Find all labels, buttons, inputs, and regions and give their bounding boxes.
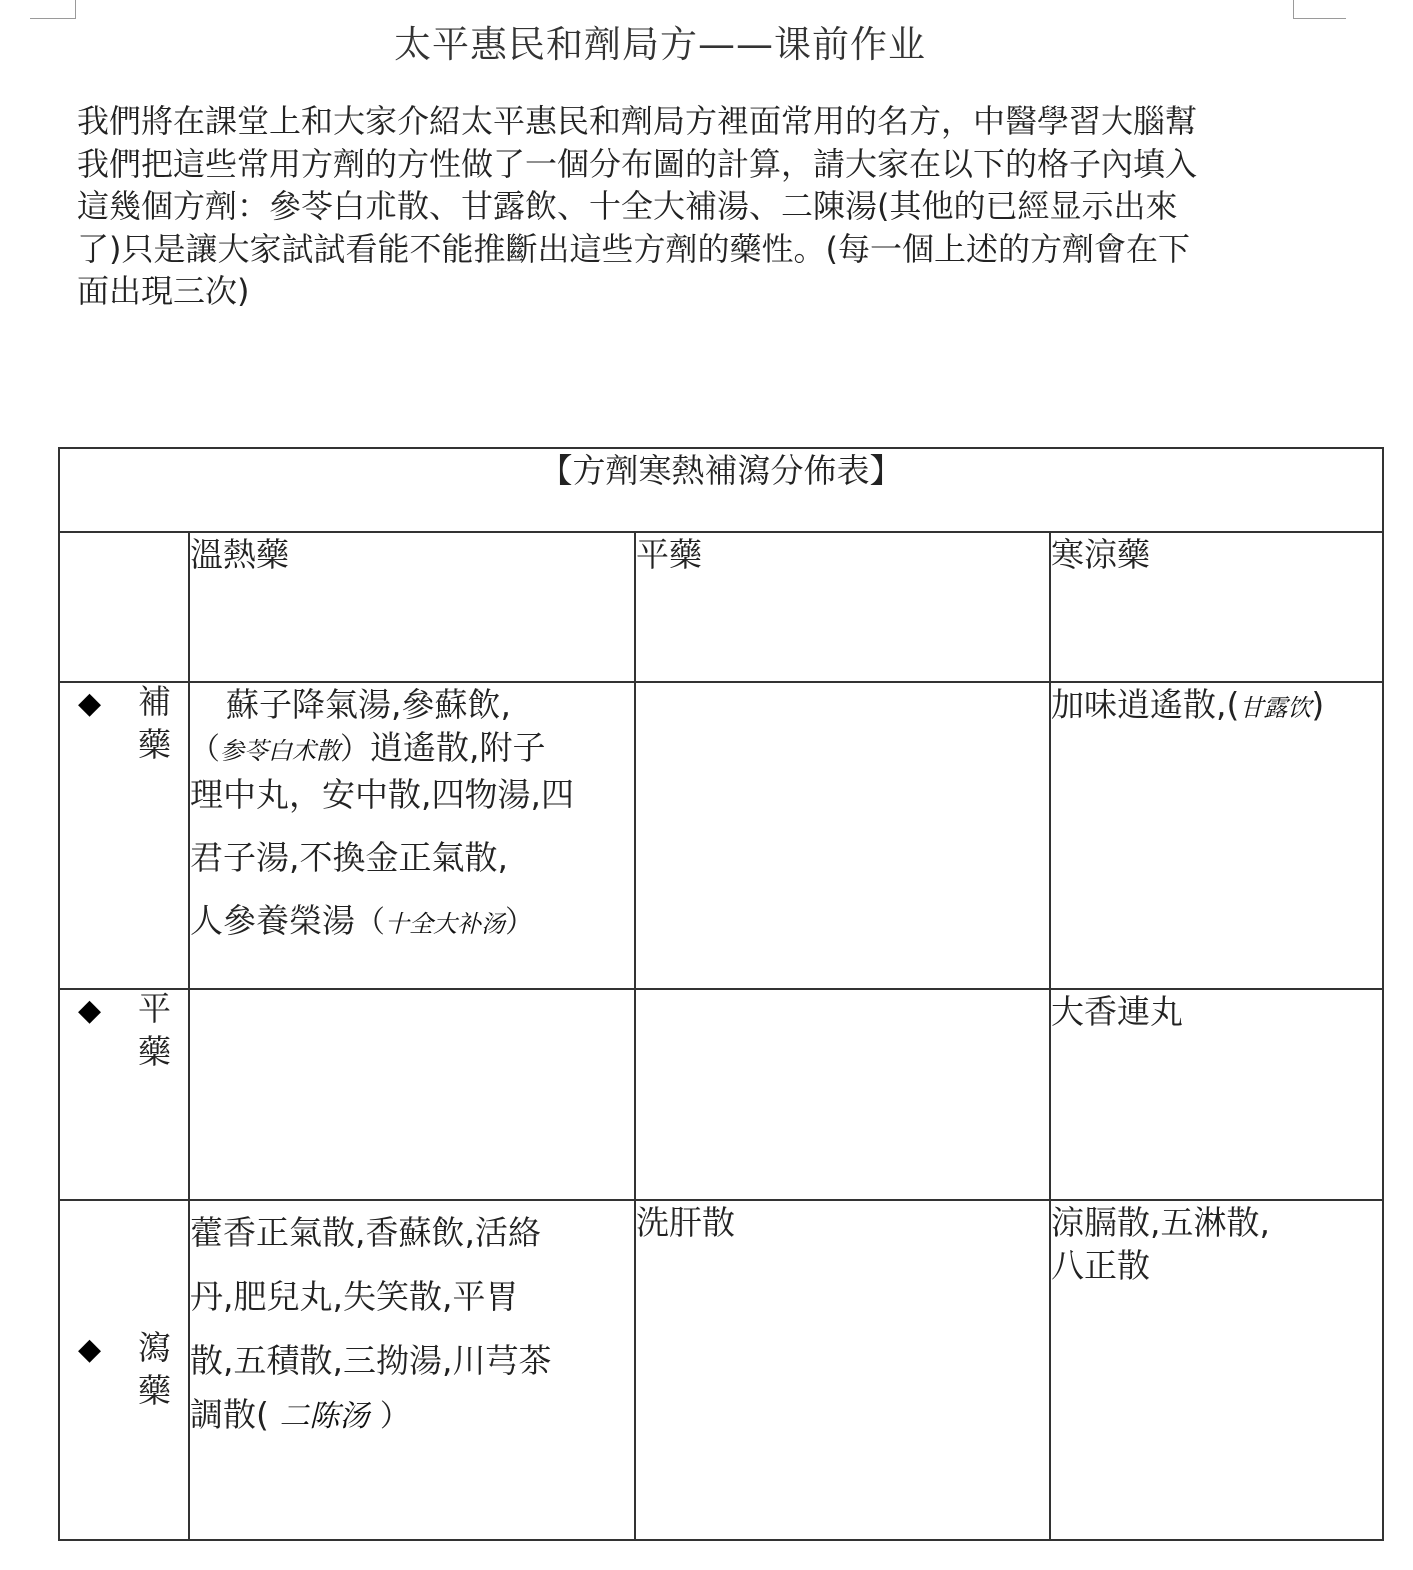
diamond-bullet-icon: ◆ <box>78 993 102 1028</box>
paren-open: ( <box>256 1395 269 1434</box>
row-label-tonify <box>59 682 189 989</box>
paren-open: ( <box>1226 685 1240 724</box>
document-title: 太平惠民和劑局方——课前作业 <box>394 23 926 66</box>
cell-text: 加味逍遙散, <box>1051 685 1227 724</box>
cell-line: 丹,肥兒丸,失笑散,平胃 <box>190 1277 519 1316</box>
cell-text: 大香連丸 <box>1051 992 1183 1031</box>
cell-text: 人參養榮湯 <box>190 901 355 940</box>
cell-tonify-cold[interactable] <box>1050 682 1383 989</box>
handwritten-answer: 十全大补汤 <box>385 910 505 938</box>
cell-tonify-warm[interactable] <box>189 682 635 989</box>
cell-line <box>190 899 634 946</box>
intro-line: 這幾個方劑：參苓白朮散、甘露飲、十全大補湯、二陳湯(其他的已經显示出來 <box>77 187 1178 225</box>
cell-line: 八正散 <box>1051 1246 1150 1285</box>
cell-neutral-neutral[interactable] <box>635 989 1050 1200</box>
cell-line <box>190 1393 634 1438</box>
cell-text: 逍遙散,附子 <box>370 728 546 767</box>
row-label-text: 平藥 <box>138 989 171 1071</box>
paren-close: ） <box>340 732 370 767</box>
cell-line: 理中丸，安中散,四物湯,四 <box>190 775 574 814</box>
diamond-bullet-icon: ◆ <box>78 1332 102 1367</box>
column-header-neutral: 平藥 <box>635 532 1050 682</box>
cell-neutral-warm[interactable] <box>189 989 635 1200</box>
column-header-cold: 寒涼藥 <box>1050 532 1383 682</box>
intro-line: 了)只是讓大家試試看能不能推斷出這些方劑的藥性。(每一個上述的方劑會在下 <box>77 229 1190 268</box>
handwritten-answer: 甘露饮 <box>1239 694 1312 722</box>
paren-close: ） <box>379 1399 410 1434</box>
intro-line: 我們把這些常用方劑的方性做了一個分布圖的計算，請大家在以下的格子內填入 <box>77 144 1198 183</box>
table-title: 【方劑寒熱補瀉分佈表】 <box>59 448 1383 532</box>
handwritten-answer: 参苓白术散 <box>220 737 340 765</box>
intro-paragraph <box>77 100 1295 313</box>
cell-line: 散,五積散,三拗湯,川芎茶 <box>190 1341 552 1380</box>
row-label-text: 補藥 <box>138 682 171 764</box>
cell-purge-neutral[interactable] <box>635 1200 1050 1540</box>
cell-line: 涼膈散,五淋散, <box>1051 1203 1270 1242</box>
intro-line: 我們將在課堂上和大家介紹太平惠民和劑局方裡面常用的名方，中醫學習大腦幫 <box>77 102 1198 140</box>
row-label-neutral <box>59 989 189 1200</box>
diamond-bullet-icon: ◆ <box>78 686 102 721</box>
corner-cell <box>59 532 189 682</box>
distribution-table <box>58 447 1384 1541</box>
paren-open: （ <box>190 732 220 767</box>
cell-neutral-cold[interactable] <box>1050 989 1383 1200</box>
cell-line <box>190 726 634 773</box>
paren-close: ) <box>1311 685 1325 724</box>
row-label-purge <box>59 1200 189 1540</box>
column-header-warm: 溫熱藥 <box>189 532 635 682</box>
handwritten-answer: 二陈汤 <box>279 1399 370 1434</box>
paren-open: （ <box>355 905 385 940</box>
cell-purge-cold[interactable] <box>1050 1200 1383 1540</box>
intro-line: 面出現三次) <box>77 272 250 310</box>
paren-close: ） <box>505 905 535 940</box>
cell-line: 君子湯,不換金正氣散, <box>190 838 508 877</box>
cell-text: 調散 <box>190 1395 256 1434</box>
cell-tonify-neutral[interactable] <box>635 682 1050 989</box>
cell-text: 洗肝散 <box>636 1203 735 1242</box>
row-label-text: 瀉藥 <box>138 1328 171 1410</box>
cell-purge-warm[interactable] <box>189 1200 635 1540</box>
cell-line: 藿香正氣散,香蘇飲,活絡 <box>190 1213 541 1252</box>
cell-line: 蘇子降氣湯,參蘇飲, <box>226 685 511 724</box>
